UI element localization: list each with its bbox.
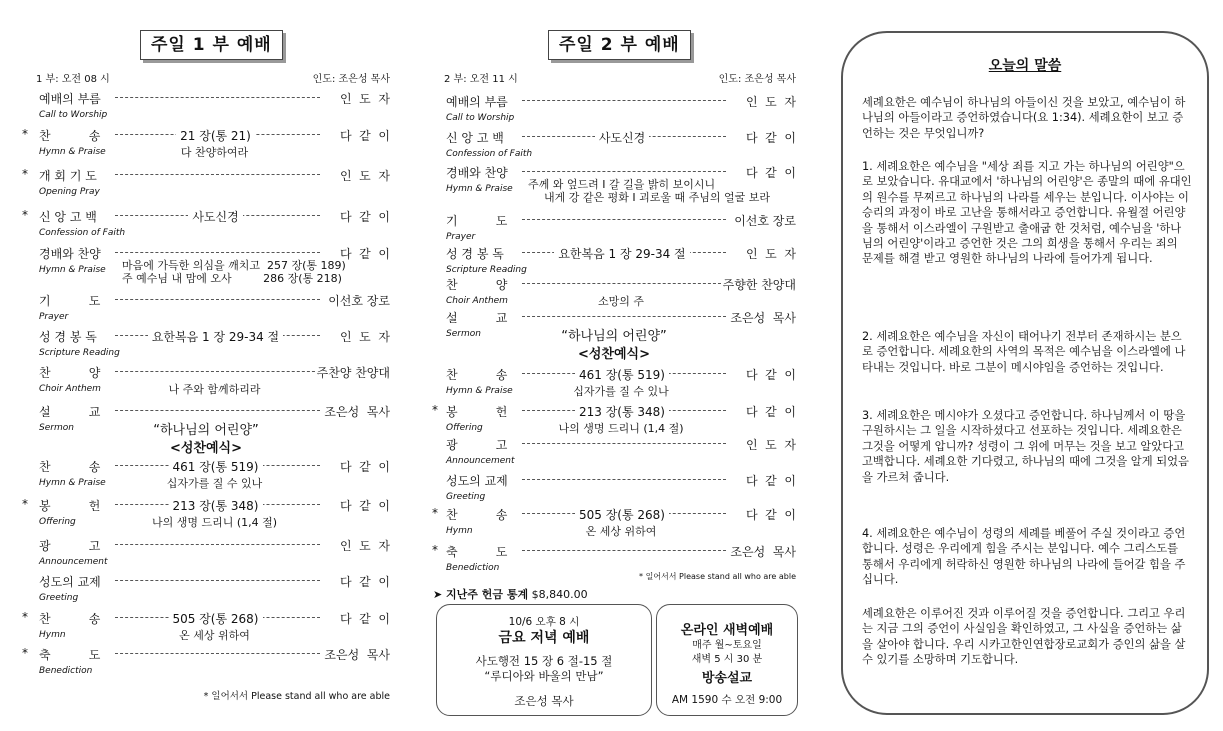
offering-stat-label: ➤ 지난주 헌금 통계 [433, 588, 529, 601]
order-item-english: Greeting [39, 593, 79, 603]
leader-dots [522, 479, 726, 480]
service1-stand-note: * 일어서서 Please stand all who are able [203, 691, 390, 702]
service2-meta [444, 70, 796, 85]
order-item-detail: 요한복음 1 장 29-34 절 [148, 330, 283, 344]
sermon-title: “하나님의 어린양” [153, 423, 259, 438]
order-item-person: 다 같 이 [339, 247, 390, 261]
friday-date: 10/6 오후 8 시 [508, 616, 580, 628]
dawn-service-box [656, 604, 798, 716]
order-item-person: 다 같 이 [745, 166, 796, 180]
order-item-person: 조은성 목사 [730, 311, 796, 325]
order-item-person: 다 같 이 [339, 129, 390, 143]
service1-leader: 인도: 조은성 목사 [312, 74, 390, 85]
order-item-name: 경배와 찬양 [39, 247, 101, 261]
order-item-name: 봉 헌 [446, 405, 508, 419]
order-item-person: 주찬양 찬양대 [316, 366, 390, 380]
word-paragraph-1: 1. 세례요한은 예수님을 "세상 죄를 지고 가는 하나님의 어린양"으로 보았습니다. 유대교에서 '하나님의 어린양'은 종말의 때에 유대인의 원수를 무찌르고 하나님의 나라를 세우는 분입니다. 이사야는 이 승리의 과정이 바로 고난을 통해서라고 증언합니다. 유월절 어린양을 통해서 이스라엘이 구원받고 출애굽 한 것처럼, 예수님을 '하나님의 어린양'이라고 증언한 것은 그의 희생을 통해서 우리는 죄의 문제를 해결 받고 영원한 하나님의 나라에 들어가게 됩니다. [862, 160, 1192, 266]
leader-dots [115, 410, 320, 411]
order-item-english: Hymn & Praise [39, 147, 106, 157]
leader-dots [522, 100, 726, 101]
order-item-english: Call to Worship [446, 113, 515, 123]
order-row [432, 506, 796, 522]
order-item-name: 예배의 부름 [39, 92, 101, 106]
dawn-radio: AM 1590 수 오전 9:00 [671, 694, 783, 706]
sermon-subtitle: <성찬예식> [169, 441, 243, 456]
dawn-days: 매주 월~토요일 [692, 640, 762, 651]
order-item-detail: 461 장(통 519) [575, 368, 669, 382]
friday-sermon: “루디아와 바울의 만남” [484, 669, 604, 683]
order-item-name: 성 경 봉 독 [446, 247, 504, 261]
order-item-name: 신 앙 고 백 [39, 210, 97, 224]
order-row [22, 292, 390, 308]
leader-dots [522, 283, 726, 284]
order-row [22, 127, 390, 143]
order-item-english: Call to Worship [39, 110, 108, 120]
word-paragraph-intro: 세례요한은 예수님이 하나님의 아들이신 것을 보았고, 예수님이 하나님의 아들이라고 증언하였습니다(요 1:34). 세례요한이 보고 증언하는 것은 무엇입니까? [862, 96, 1186, 140]
word-paragraph-4: 4. 세례요한은 예수님이 성령의 세례를 베풀어 주실 것이라고 증언합니다. 성령은 우리에게 힘을 주시는 분입니다. 예수 그리스도를 통해서 우리에게 허락하신 영원한 하나님의 나라에 들어갈 힘을 주십니다. [862, 527, 1186, 587]
service2-stand-note: * 일어서서 Please stand all who are able [639, 572, 796, 581]
order-item-english: Greeting [446, 492, 486, 502]
order-item-name: 찬 송 [39, 460, 101, 474]
order-row [22, 403, 390, 419]
order-item-detail: 505 장(통 268) [169, 612, 263, 626]
leader-dots [522, 316, 726, 317]
offering-stat [433, 586, 588, 602]
order-row [432, 403, 796, 419]
friday-preacher: 조은성 목사 [514, 694, 574, 708]
praise-song: 주 예수님 내 맘에 오사 286 장(통 218) [122, 272, 342, 285]
order-item-english: Sermon [39, 423, 74, 433]
order-item-person: 이선호 장로 [734, 214, 796, 228]
hymn-title: 십자가를 질 수 있나 [166, 477, 263, 490]
order-item-english: Hymn [446, 526, 473, 536]
order-item-detail: 505 장(통 268) [575, 508, 669, 522]
order-item-name: 찬 양 [39, 366, 101, 380]
word-paragraph-closing: 세례요한은 이루어진 것과 이루어질 것을 증언합니다. 그리고 우리는 지금 그의 증언이 사실임을 확인하였고, 그 사실을 증언하는 삶을 살아야 합니다. 우리 시카고한인연합장로교회가 증인의 삶을 살 수 있기를 소망하며 기도합니다. [862, 607, 1186, 667]
todays-word-title: 오늘의 말씀 [988, 58, 1062, 74]
stand-marker: * [432, 403, 438, 417]
order-item-name: 찬 송 [39, 612, 101, 626]
stand-marker: * [22, 127, 28, 141]
order-item-detail: 요한복음 1 장 29-34 절 [554, 247, 689, 261]
order-item-name: 찬 송 [446, 368, 508, 382]
order-item-person: 다 같 이 [339, 460, 390, 474]
order-item-name: 찬 송 [39, 129, 101, 143]
leader-dots [115, 174, 320, 175]
leader-dots [522, 550, 726, 551]
order-row [432, 543, 796, 559]
stand-marker: * [22, 208, 28, 222]
order-row [22, 537, 390, 553]
order-item-english: Prayer [39, 312, 69, 322]
order-row [22, 458, 390, 474]
order-item-name: 찬 양 [446, 278, 508, 292]
order-item-english: Scripture Reading [446, 265, 527, 275]
leader-dots [115, 371, 320, 372]
order-row [432, 472, 796, 488]
order-item-name: 성도의 교제 [446, 474, 508, 488]
order-row [432, 93, 796, 109]
stand-marker: * [432, 506, 438, 520]
order-item-english: Confession of Faith [446, 149, 533, 159]
order-item-person: 인 도 자 [339, 92, 390, 106]
service2-title: 주일 2 부 예배 [548, 30, 691, 60]
order-item-person: 인 도 자 [339, 539, 390, 553]
friday-passage: 사도행전 15 장 6 절-15 절 [475, 654, 613, 668]
order-item-english: Choir Anthem [39, 384, 101, 394]
order-item-english: Offering [446, 423, 483, 433]
order-item-detail: 213 장(통 348) [575, 405, 669, 419]
order-item-person: 다 같 이 [339, 210, 390, 224]
order-item-english: Hymn & Praise [446, 184, 513, 194]
leader-dots [115, 580, 320, 581]
order-row [22, 328, 390, 344]
leader-dots [115, 97, 320, 98]
order-item-english: Hymn [39, 630, 66, 640]
friday-title: 금요 저녁 예배 [498, 630, 590, 646]
order-item-english: Announcement [446, 456, 515, 466]
order-row [432, 245, 796, 261]
leader-dots [522, 171, 726, 172]
leader-dots [115, 544, 320, 545]
order-row [22, 167, 390, 183]
order-item-person: 다 같 이 [339, 575, 390, 589]
order-row [432, 129, 796, 145]
service1-title: 주일 1 부 예배 [140, 30, 283, 60]
order-item-person: 인 도 자 [745, 95, 796, 109]
praise-song: 내게 강 같은 평화 I 괴로울 때 주님의 얼굴 보라 [544, 191, 770, 204]
order-item-person: 다 같 이 [745, 405, 796, 419]
order-item-name: 기 도 [39, 294, 101, 308]
praise-song: 주께 와 엎드려 I 갈 길을 밝히 보이시니 [528, 178, 716, 191]
order-item-english: Prayer [446, 232, 476, 242]
order-item-person: 다 같 이 [745, 368, 796, 382]
order-item-name: 광 고 [39, 539, 101, 553]
order-item-english: Sermon [446, 329, 481, 339]
leader-dots [115, 252, 320, 253]
order-item-name: 성 경 봉 독 [39, 330, 97, 344]
leader-dots [115, 299, 320, 300]
hymn-title: 나의 생명 드리니 (1,4 절) [558, 422, 684, 435]
order-item-english: Hymn & Praise [446, 386, 513, 396]
order-row [432, 436, 796, 452]
offering-stat-amount: $8,840.00 [531, 588, 588, 601]
order-item-detail: 사도신경 [595, 131, 649, 145]
order-item-english: Hymn & Praise [39, 478, 106, 488]
hymn-title: 나의 생명 드리니 (1,4 절) [151, 516, 278, 529]
leader-dots [522, 219, 726, 220]
dawn-time: 새벽 5 시 30 분 [691, 654, 763, 665]
order-item-person: 인 도 자 [745, 247, 796, 261]
order-item-detail: 21 장(통 21) [176, 129, 255, 143]
order-item-detail: 213 장(통 348) [169, 499, 263, 513]
service2-time: 2 부: 오전 11 시 [444, 74, 518, 85]
dawn-title: 온라인 새벽예배 [680, 623, 774, 638]
stand-marker: * [22, 610, 28, 624]
stand-marker: * [22, 497, 28, 511]
hymn-title: 십자가를 질 수 있나 [573, 385, 669, 398]
order-item-person: 인 도 자 [339, 169, 390, 183]
order-item-person: 이선호 장로 [328, 294, 390, 308]
order-item-person: 다 같 이 [745, 474, 796, 488]
order-row [22, 646, 390, 662]
order-item-name: 봉 헌 [39, 499, 101, 513]
order-row [22, 497, 390, 513]
order-item-person: 다 같 이 [745, 131, 796, 145]
order-item-name: 신 앙 고 백 [446, 131, 504, 145]
order-item-person: 조은성 목사 [730, 545, 796, 559]
order-row [22, 573, 390, 589]
order-row [432, 366, 796, 382]
order-row [22, 364, 390, 380]
hymn-title: 나 주와 함께하리라 [168, 383, 261, 396]
sermon-title: “하나님의 어린양” [561, 329, 667, 344]
service1-time: 1 부: 오전 08 시 [36, 74, 110, 85]
order-item-english: Benediction [446, 563, 500, 573]
order-item-name: 설 교 [446, 311, 508, 325]
hymn-title: 다 찬양하여라 [180, 146, 249, 159]
order-item-person: 인 도 자 [339, 330, 390, 344]
order-item-person: 다 같 이 [745, 508, 796, 522]
order-item-name: 경배와 찬양 [446, 166, 508, 180]
order-item-person: 주향한 찬양대 [722, 278, 796, 292]
order-item-english: Scripture Reading [39, 348, 120, 358]
order-item-english: Choir Anthem [446, 296, 508, 306]
order-item-person: 인 도 자 [745, 438, 796, 452]
leader-dots [115, 653, 320, 654]
order-item-name: 축 도 [446, 545, 508, 559]
order-item-name: 개 회 기 도 [39, 169, 97, 183]
service2-leader: 인도: 조은성 목사 [718, 74, 796, 85]
word-paragraph-2: 2. 세례요한은 예수님을 자신이 태어나기 전부터 존재하시는 분으로 증언합니다. 세례요한의 사역의 목적은 예수님을 이스라엘에 나타내는 것입니다. 바로 그분이 메시야임을 증언하는 것입니다. [862, 330, 1186, 374]
dawn-broadcast: 방송설교 [701, 671, 753, 686]
order-item-person: 조은성 목사 [324, 405, 390, 419]
order-item-name: 찬 송 [446, 508, 508, 522]
order-item-name: 설 교 [39, 405, 101, 419]
order-item-name: 광 고 [446, 438, 508, 452]
order-item-english: Offering [39, 517, 76, 527]
order-item-person: 다 같 이 [339, 612, 390, 626]
todays-word-panel [841, 31, 1209, 715]
order-item-name: 축 도 [39, 648, 101, 662]
leader-dots [522, 443, 726, 444]
order-row [432, 276, 796, 292]
order-item-english: Benediction [39, 666, 93, 676]
praise-song: 마음에 가득한 의심을 깨치고 257 장(통 189) [122, 259, 346, 272]
order-item-person: 다 같 이 [339, 499, 390, 513]
stand-marker: * [432, 543, 438, 557]
order-item-name: 예배의 부름 [446, 95, 508, 109]
order-item-name: 기 도 [446, 214, 508, 228]
service1-meta [36, 70, 390, 85]
order-item-english: Hymn & Praise [39, 265, 106, 275]
order-item-english: Announcement [39, 557, 108, 567]
order-row [22, 90, 390, 106]
order-row [432, 212, 796, 228]
hymn-title: 온 세상 위하여 [585, 525, 657, 538]
hymn-title: 온 세상 위하여 [179, 629, 250, 642]
order-item-english: Opening Pray [39, 187, 100, 197]
order-item-english: Confession of Faith [39, 228, 126, 238]
stand-marker: * [22, 167, 28, 181]
order-item-detail: 사도신경 [188, 210, 242, 224]
stand-marker: * [22, 646, 28, 660]
order-row [22, 208, 390, 224]
order-row [432, 309, 796, 325]
order-row [22, 610, 390, 626]
hymn-title: 소망의 주 [597, 295, 644, 308]
order-item-name: 성도의 교제 [39, 575, 101, 589]
sermon-subtitle: <성찬예식> [577, 347, 651, 362]
friday-service-box [436, 604, 652, 716]
order-item-person: 조은성 목사 [324, 648, 390, 662]
order-item-detail: 461 장(통 519) [169, 460, 263, 474]
word-paragraph-3: 3. 세례요한은 메시야가 오셨다고 증언합니다. 하나님께서 이 땅을 구원하시는 그 일을 시작하셨다고 선포하는 것입니다. 세례요한은 그것을 어떻게 압니까? 성령이 그 위에 머무는 것을 보고 알았다고 고백합니다. 세례요한 기다렸고, 하나님의 때에 그것을 알게 되었음을 가르쳐 줍니다. [862, 409, 1189, 484]
